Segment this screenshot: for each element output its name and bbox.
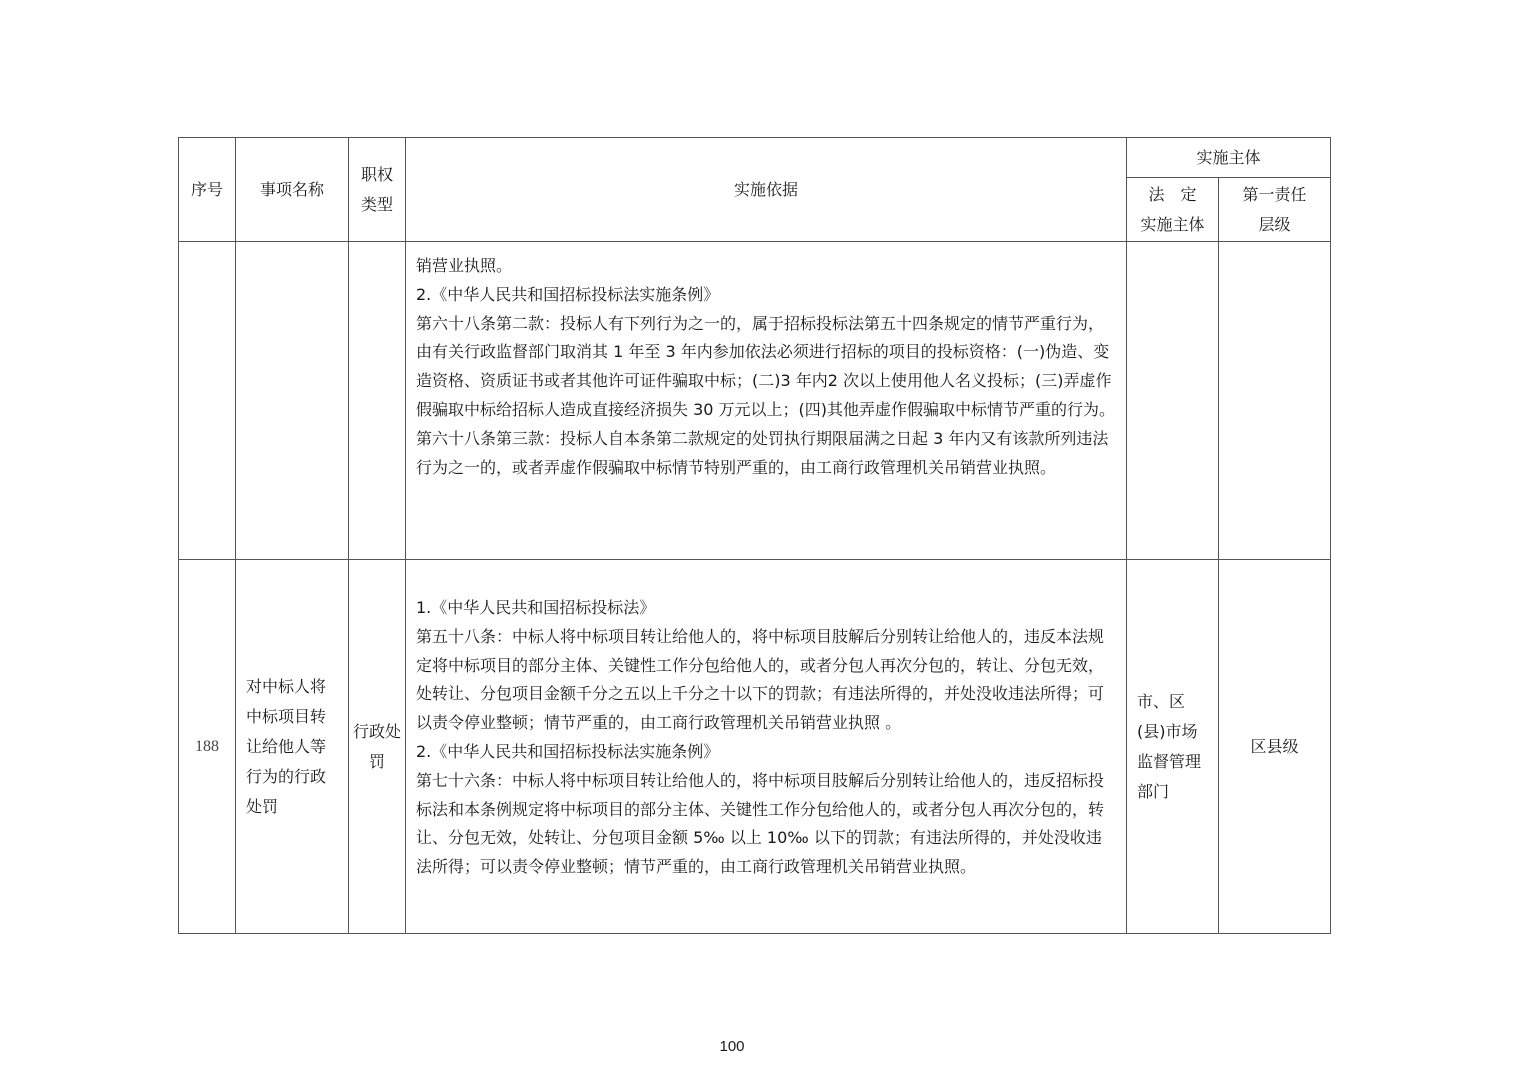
legal-subject-text: 市、区(县)市场监督管理部门 — [1137, 691, 1202, 801]
cell-first-level — [1219, 242, 1331, 560]
cell-basis — [406, 560, 1127, 934]
header-basis: 实施依据 — [406, 138, 1127, 242]
basis-paragraph: 2.《中华人民共和国招标投标法实施条例》 — [416, 741, 720, 761]
header-power-type — [349, 138, 406, 242]
basis-paragraph: 销营业执照。 — [416, 256, 513, 275]
cell-power-type — [349, 560, 406, 934]
item-name-text: 对中标人将中标项目转让给他人等行为的行政处罚 — [246, 676, 327, 816]
basis-paragraph: 第七十六条：中标人将中标项目转让给他人的，将中标项目肢解后分别转让给他人的，违反招标投标法和本条例规定将中标项目的部分主体、关键性工作分包给他人的，或者分包人再次分包的，转让、分包无效，处转让、分包项目金额 5‰ 以上 10‰ 以下的罚款；有违法所得的，并处没收违法所得；可以责令停业整顿；情节严重的，由工商行政管理机关吊销营业执照。 — [416, 770, 1105, 877]
cell-item-name — [236, 242, 349, 560]
cell-first-level: 区县级 — [1219, 560, 1331, 934]
cell-seq — [179, 242, 236, 560]
basis-paragraph: 第五十八条：中标人将中标项目转让给他人的，将中标项目肢解后分别转让给他人的，违反本法规定将中标项目的部分主体、关键性工作分包给他人的，或者分包人再次分包的，转让、分包无效，处转让、分包项目金额千分之五以上千分之十以下的罚款；有违法所得的，并处没收违法所得；可以责令停业整顿；情节严重的，由工商行政管理机关吊销营业执照 。 — [416, 626, 1105, 733]
header-power-type-text: 职权 类型 — [360, 164, 393, 214]
cell-legal-subject — [1127, 242, 1219, 560]
header-item-name: 事项名称 — [236, 138, 349, 242]
header-legal-subject-text: 法 定 实施主体 — [1140, 184, 1205, 234]
cell-basis — [406, 242, 1127, 560]
basis-paragraph: 第六十八条第二款：投标人有下列行为之一的，属于招标投标法第五十四条规定的情节严重行为，由有关行政监督部门取消其 1 年至 3 年内参加依法必须进行招标的项目的投标资格：(一)伪造、变造资格、资质证书或者其他许可证件骗取中标；(二)3 年内2 次以上使用他人名义投标；(三)弄虚作假骗取中标给招标人造成直接经济损失 30 万元以上；(四)其他弄虚作假骗取中标情节严重的行为。 — [416, 313, 1116, 419]
authority-table — [178, 137, 1331, 934]
power-type-text: 行政处罚 — [353, 721, 402, 771]
cell-item-name — [236, 560, 349, 934]
header-row-top — [179, 138, 1331, 178]
header-seq: 序号 — [179, 138, 236, 242]
header-first-level-text: 第一责任 层级 — [1242, 184, 1307, 234]
cell-legal-subject — [1127, 560, 1219, 934]
header-first-level — [1219, 178, 1331, 242]
cell-seq: 188 — [179, 560, 236, 934]
cell-power-type — [349, 242, 406, 560]
basis-paragraph: 第六十八条第三款：投标人自本条第二款规定的处罚执行期限届满之日起 3 年内又有该款所列违法行为之一的，或者弄虚作假骗取中标情节特别严重的，由工商行政管理机关吊销营业执照。 — [416, 428, 1109, 477]
header-subject: 实施主体 — [1127, 138, 1331, 178]
page-number: 100 — [719, 1038, 745, 1055]
table-row — [179, 242, 1331, 560]
table-row — [179, 560, 1331, 934]
basis-paragraph: 1.《中华人民共和国招标投标法》 — [416, 598, 656, 617]
basis-paragraph: 2.《中华人民共和国招标投标法实施条例》 — [416, 284, 720, 304]
header-legal-subject — [1127, 178, 1219, 242]
